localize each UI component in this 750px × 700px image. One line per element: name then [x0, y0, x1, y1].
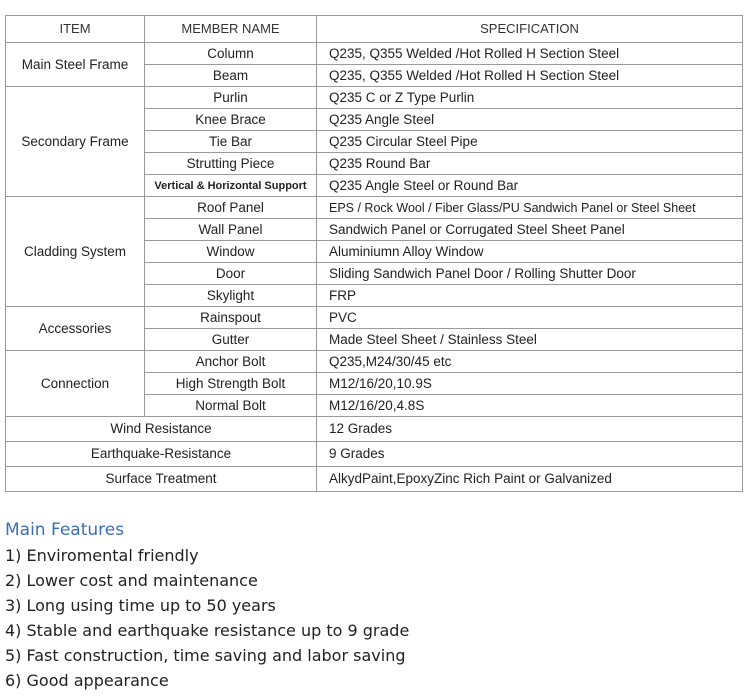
spec-cell: Q235 Round Bar: [317, 153, 743, 175]
main-features-title: Main Features: [5, 520, 125, 540]
member-cell: Anchor Bolt: [145, 351, 317, 373]
member-cell: Beam: [145, 65, 317, 87]
member-cell: Vertical & Horizontal Support: [145, 175, 317, 197]
table-row: [6, 307, 743, 329]
main-features-section: [5, 519, 745, 693]
member-cell: Column: [145, 43, 317, 65]
table-header-row: [6, 16, 743, 43]
table-row: [6, 442, 743, 467]
table-row: [6, 351, 743, 373]
member-cell: Gutter: [145, 329, 317, 351]
feature-item: 5) Fast construction, time saving and labor saving: [5, 646, 406, 665]
header-specification: SPECIFICATION: [317, 16, 743, 43]
surface-treatment-spec: AlkydPaint,EpoxyZinc Rich Paint or Galvanized: [317, 467, 743, 492]
member-cell: Skylight: [145, 285, 317, 307]
member-cell: Purlin: [145, 87, 317, 109]
spec-cell: Q235 Circular Steel Pipe: [317, 131, 743, 153]
member-cell: Wall Panel: [145, 219, 317, 241]
spec-cell: Q235 Angle Steel: [317, 109, 743, 131]
table-row: [6, 43, 743, 65]
member-cell: Normal Bolt: [145, 395, 317, 417]
spec-cell: Q235, Q355 Welded /Hot Rolled H Section Steel: [317, 43, 743, 65]
feature-item: 2) Lower cost and maintenance: [5, 571, 258, 590]
earthquake-resistance-spec: 9 Grades: [317, 442, 743, 467]
group-item-cladding-system: Cladding System: [6, 197, 145, 307]
header-item: ITEM: [6, 16, 145, 43]
member-cell: Strutting Piece: [145, 153, 317, 175]
feature-item: 6) Good appearance: [5, 671, 169, 690]
spec-cell: Q235 Angle Steel or Round Bar: [317, 175, 743, 197]
member-cell: Tie Bar: [145, 131, 317, 153]
group-item-secondary-frame: Secondary Frame: [6, 87, 145, 197]
member-cell: Rainspout: [145, 307, 317, 329]
feature-item: 3) Long using time up to 50 years: [5, 596, 276, 615]
feature-item: 4) Stable and earthquake resistance up to 9 grade: [5, 621, 410, 640]
earthquake-resistance-label: Earthquake-Resistance: [6, 442, 317, 467]
spec-cell: Q235 C or Z Type Purlin: [317, 87, 743, 109]
feature-item: 1) Enviromental friendly: [5, 546, 199, 565]
table-row: [6, 197, 743, 219]
spec-cell: M12/16/20,10.9S: [317, 373, 743, 395]
wind-resistance-spec: 12 Grades: [317, 417, 743, 442]
member-cell: Door: [145, 263, 317, 285]
table-row: [6, 417, 743, 442]
member-cell: Roof Panel: [145, 197, 317, 219]
header-member-name: MEMBER NAME: [145, 16, 317, 43]
spec-cell: FRP: [317, 285, 743, 307]
group-item-accessories: Accessories: [6, 307, 145, 351]
member-cell: Knee Brace: [145, 109, 317, 131]
spec-cell: PVC: [317, 307, 743, 329]
features-list: [5, 543, 745, 693]
spec-cell: EPS / Rock Wool / Fiber Glass/PU Sandwich Panel or Steel Sheet: [317, 197, 743, 219]
member-cell: High Strength Bolt: [145, 373, 317, 395]
table-row: [6, 467, 743, 492]
spec-cell: M12/16/20,4.8S: [317, 395, 743, 417]
spec-cell: Q235, Q355 Welded /Hot Rolled H Section Steel: [317, 65, 743, 87]
table-row: [6, 87, 743, 109]
spec-cell: Made Steel Sheet / Stainless Steel: [317, 329, 743, 351]
spec-cell: Aluminiumn Alloy Window: [317, 241, 743, 263]
wind-resistance-label: Wind Resistance: [6, 417, 317, 442]
member-cell: Window: [145, 241, 317, 263]
specification-table: [5, 15, 743, 492]
group-item-connection: Connection: [6, 351, 145, 417]
spec-cell: Sliding Sandwich Panel Door / Rolling Shutter Door: [317, 263, 743, 285]
group-item-main-steel-frame: Main Steel Frame: [6, 43, 145, 87]
spec-cell: Sandwich Panel or Corrugated Steel Sheet Panel: [317, 219, 743, 241]
spec-cell: Q235,M24/30/45 etc: [317, 351, 743, 373]
surface-treatment-label: Surface Treatment: [6, 467, 317, 492]
